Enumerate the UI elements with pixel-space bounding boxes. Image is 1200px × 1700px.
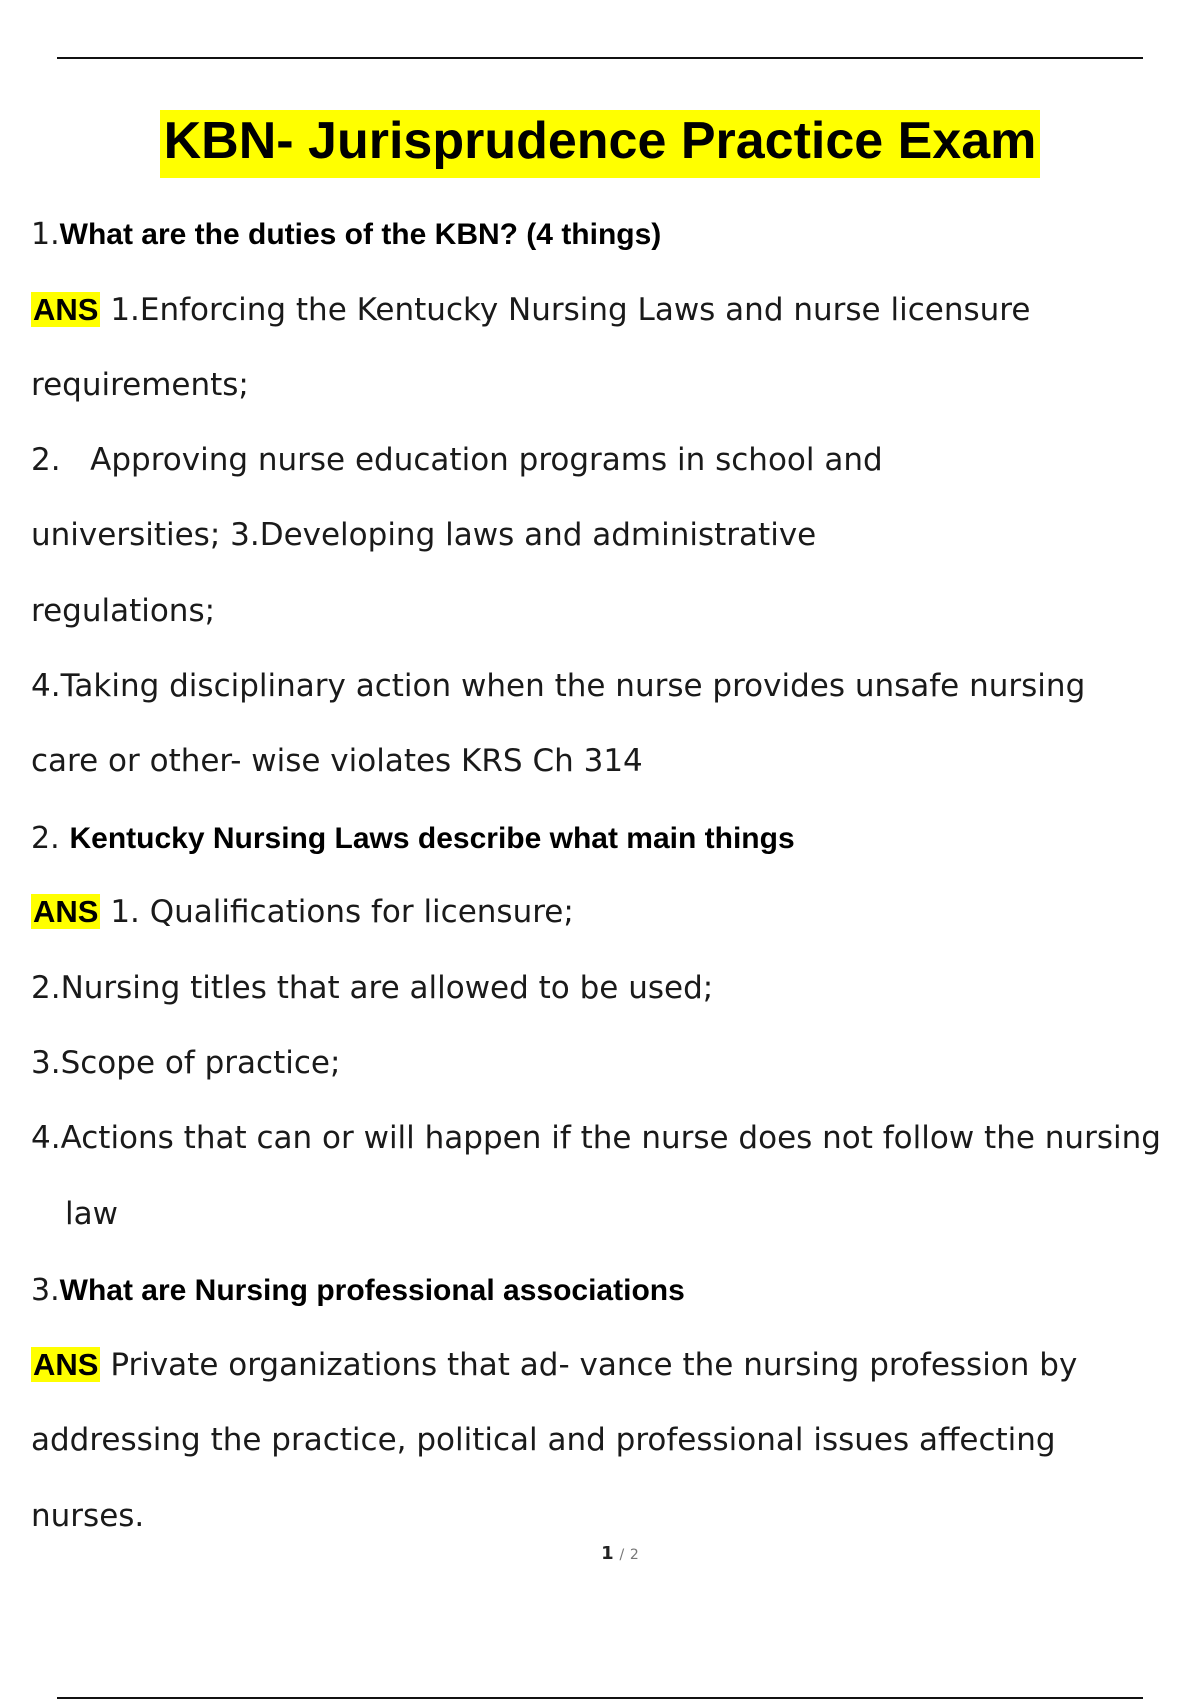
- answer-2-line-2: 2.Nursing titles that are allowed to be used;: [31, 970, 714, 1006]
- page-separator: /: [619, 1547, 625, 1563]
- question-3: [31, 1270, 685, 1311]
- answer-text: 1.Enforcing the Kentucky Nursing Laws and nurse licensure: [110, 292, 1031, 328]
- answer-1-line-2: requirements;: [31, 367, 249, 403]
- document-title: KBN- Jurisprudence Practice Exam: [160, 110, 1041, 178]
- ans-label: ANS: [33, 1347, 99, 1382]
- question-2: [31, 818, 795, 859]
- answer-3-line-3: nurses.: [31, 1498, 145, 1534]
- current-page: 1: [601, 1543, 614, 1564]
- question-number: 1.: [31, 217, 60, 252]
- ans-label: ANS: [33, 894, 99, 929]
- question-1: [31, 214, 661, 255]
- total-pages: 2: [629, 1547, 639, 1563]
- answer-1-line-3: 2. Approving nurse education programs in school and: [31, 442, 883, 478]
- question-number: 2.: [31, 821, 60, 856]
- answer-2-line-3: 3.Scope of practice;: [31, 1045, 341, 1081]
- question-text: Kentucky Nursing Laws describe what main things: [69, 822, 795, 855]
- answer-1-line-6: 4.Taking disciplinary action when the nurse provides unsafe nursing: [31, 668, 1086, 704]
- page-indicator: [0, 1543, 1200, 1564]
- answer-1-line-5: regulations;: [31, 593, 216, 629]
- answer-1-line-7: care or other- wise violates KRS Ch 314: [31, 743, 643, 779]
- answer-2-line-4: 4.Actions that can or will happen if the nurse does not follow the nursing: [31, 1120, 1161, 1156]
- ans-label: ANS: [33, 292, 99, 327]
- title-block: [0, 110, 1200, 178]
- question-text: What are the duties of the KBN? (4 things): [59, 218, 662, 251]
- bottom-rule: [57, 1697, 1143, 1699]
- answer-1-line-4: universities; 3.Developing laws and administrative: [31, 517, 817, 553]
- question-number: 3.: [31, 1273, 60, 1308]
- answer-1-line-1: [31, 290, 1030, 330]
- answer-3-line-2: addressing the practice, political and professional issues affecting: [31, 1422, 1056, 1458]
- answer-text: Private organizations that ad- vance the nursing profession by: [110, 1347, 1078, 1383]
- answer-2-line-5: law: [65, 1196, 118, 1232]
- answer-3-line-1: [31, 1345, 1077, 1385]
- answer-2-line-1: [31, 892, 574, 932]
- answer-text: 1. Qualifications for licensure;: [110, 894, 574, 930]
- top-rule: [57, 57, 1143, 59]
- question-text: What are Nursing professional associations: [59, 1274, 685, 1307]
